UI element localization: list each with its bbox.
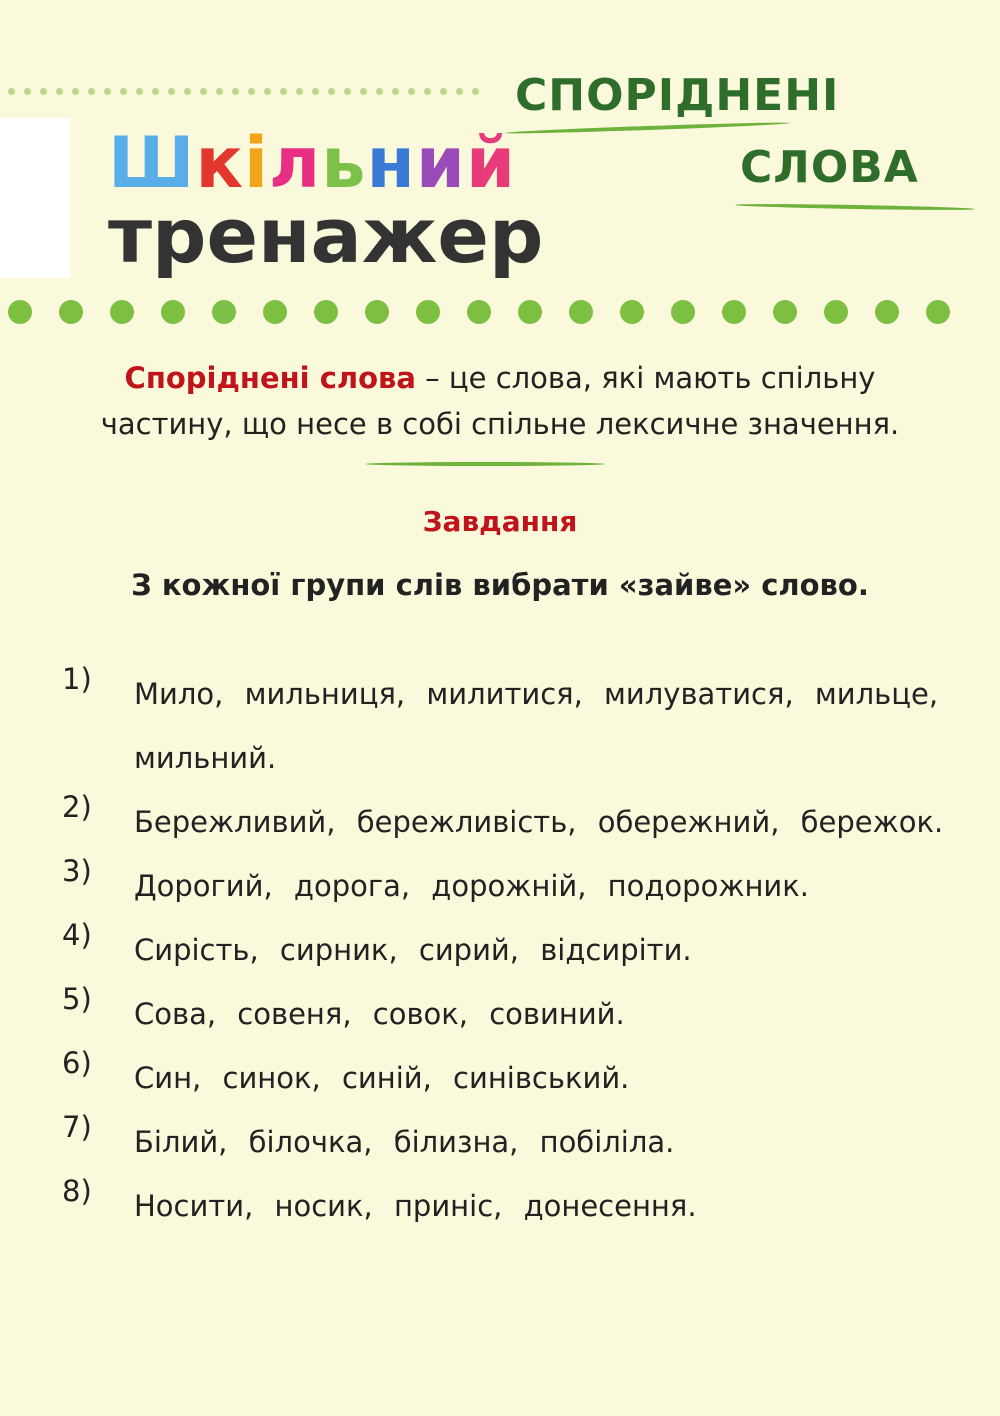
item-words: Білий, білочка, білизна, побіліла. <box>134 1125 675 1159</box>
decorative-dot <box>440 88 447 95</box>
item-words: Носити, носик, приніс, донесення. <box>134 1189 697 1223</box>
decorative-dot <box>360 88 367 95</box>
decorative-dot <box>200 88 207 95</box>
decorative-dot <box>168 88 175 95</box>
list-item <box>62 1174 962 1238</box>
list-item <box>62 662 962 790</box>
definition-term: Споріднені слова <box>124 361 416 395</box>
decorative-dot <box>104 88 111 95</box>
logo-letter: і <box>244 122 269 204</box>
decorative-dot <box>232 88 239 95</box>
task-heading: Завдання <box>422 505 578 538</box>
list-item <box>62 918 962 982</box>
item-words: Бережливий, бережливість, обережний, бережок. <box>134 805 944 839</box>
decorative-dot <box>408 88 415 95</box>
decorative-dot <box>416 300 440 324</box>
decorative-dot <box>424 88 431 95</box>
decorative-dot <box>161 300 185 324</box>
decorative-dot <box>875 300 899 324</box>
decorative-dot <box>56 88 63 95</box>
decorative-dot <box>467 300 491 324</box>
decorative-dot <box>24 88 31 95</box>
decorative-dot <box>620 300 644 324</box>
logo-background <box>0 118 70 278</box>
item-number: 7) <box>62 1110 92 1144</box>
page-title-line2: СЛОВА <box>740 142 919 193</box>
item-number: 3) <box>62 854 92 888</box>
decorative-dot <box>110 300 134 324</box>
item-number: 2) <box>62 790 92 824</box>
title-underline-stroke <box>505 121 790 135</box>
decorative-dot <box>344 88 351 95</box>
decorative-dot <box>312 88 319 95</box>
decorative-dot <box>824 300 848 324</box>
decorative-dot <box>263 300 287 324</box>
definition-text <box>30 355 970 447</box>
item-words: Дорогий, дорога, дорожній, подорожник. <box>134 869 809 903</box>
decorative-dot <box>120 88 127 95</box>
decorative-dot <box>136 88 143 95</box>
decorative-dot <box>314 300 338 324</box>
logo-letter: ь <box>321 122 367 204</box>
word-group-list <box>62 662 962 1238</box>
page-title-line1: СПОРІДНЕНІ <box>515 70 840 121</box>
decorative-dot <box>569 300 593 324</box>
item-number: 5) <box>62 982 92 1016</box>
decorative-dot <box>212 300 236 324</box>
decorative-dot <box>216 88 223 95</box>
decorative-dot <box>472 88 479 95</box>
divider-stroke <box>365 462 605 466</box>
list-item <box>62 1110 962 1174</box>
decorative-dot <box>365 300 389 324</box>
decorative-dot <box>248 88 255 95</box>
task-instruction: З кожної групи слів вибрати «зайве» слово. <box>131 568 869 602</box>
title-underline-stroke <box>735 203 975 211</box>
logo-letter: Ш <box>108 122 196 204</box>
list-item <box>62 1046 962 1110</box>
decorative-dot <box>184 88 191 95</box>
logo-letter: и <box>415 122 466 204</box>
item-number: 1) <box>62 662 92 696</box>
decorative-dot-row <box>8 300 950 324</box>
logo-letter: л <box>269 122 322 204</box>
decorative-dot <box>671 300 695 324</box>
list-item <box>62 854 962 918</box>
list-item <box>62 982 962 1046</box>
decorative-dot-row-top <box>8 88 479 95</box>
decorative-dot <box>926 300 950 324</box>
item-words: Сирість, сирник, сирий, відсиріти. <box>134 933 692 967</box>
decorative-dot <box>392 88 399 95</box>
item-words: Син, синок, синій, синівський. <box>134 1061 630 1095</box>
decorative-dot <box>518 300 542 324</box>
decorative-dot <box>773 300 797 324</box>
definition-rest: – це слова, які мають спільну <box>415 361 876 395</box>
item-number: 6) <box>62 1046 92 1080</box>
definition-line2: частину, що несе в собі спільне лексичне значення. <box>100 407 900 441</box>
decorative-dot <box>376 88 383 95</box>
decorative-dot <box>59 300 83 324</box>
decorative-dot <box>296 88 303 95</box>
logo-letter: к <box>195 122 244 204</box>
logo-letter: й <box>465 122 517 204</box>
decorative-dot <box>40 88 47 95</box>
logo <box>108 122 544 280</box>
decorative-dot <box>264 88 271 95</box>
decorative-dot <box>152 88 159 95</box>
logo-word-trenazher: тренажер <box>108 191 544 280</box>
logo-letter: н <box>366 122 416 204</box>
logo-word-shkilnyi <box>108 122 543 204</box>
list-item <box>62 790 962 854</box>
decorative-dot <box>456 88 463 95</box>
item-words: Мило, мильниця, милитися, милуватися, мильце, мильний. <box>134 677 939 775</box>
decorative-dot <box>280 88 287 95</box>
item-number: 4) <box>62 918 92 952</box>
decorative-dot <box>8 300 32 324</box>
item-number: 8) <box>62 1174 92 1208</box>
decorative-dot <box>722 300 746 324</box>
decorative-dot <box>88 88 95 95</box>
decorative-dot <box>8 88 15 95</box>
decorative-dot <box>328 88 335 95</box>
item-words: Сова, совеня, совок, совиний. <box>134 997 625 1031</box>
decorative-dot <box>72 88 79 95</box>
